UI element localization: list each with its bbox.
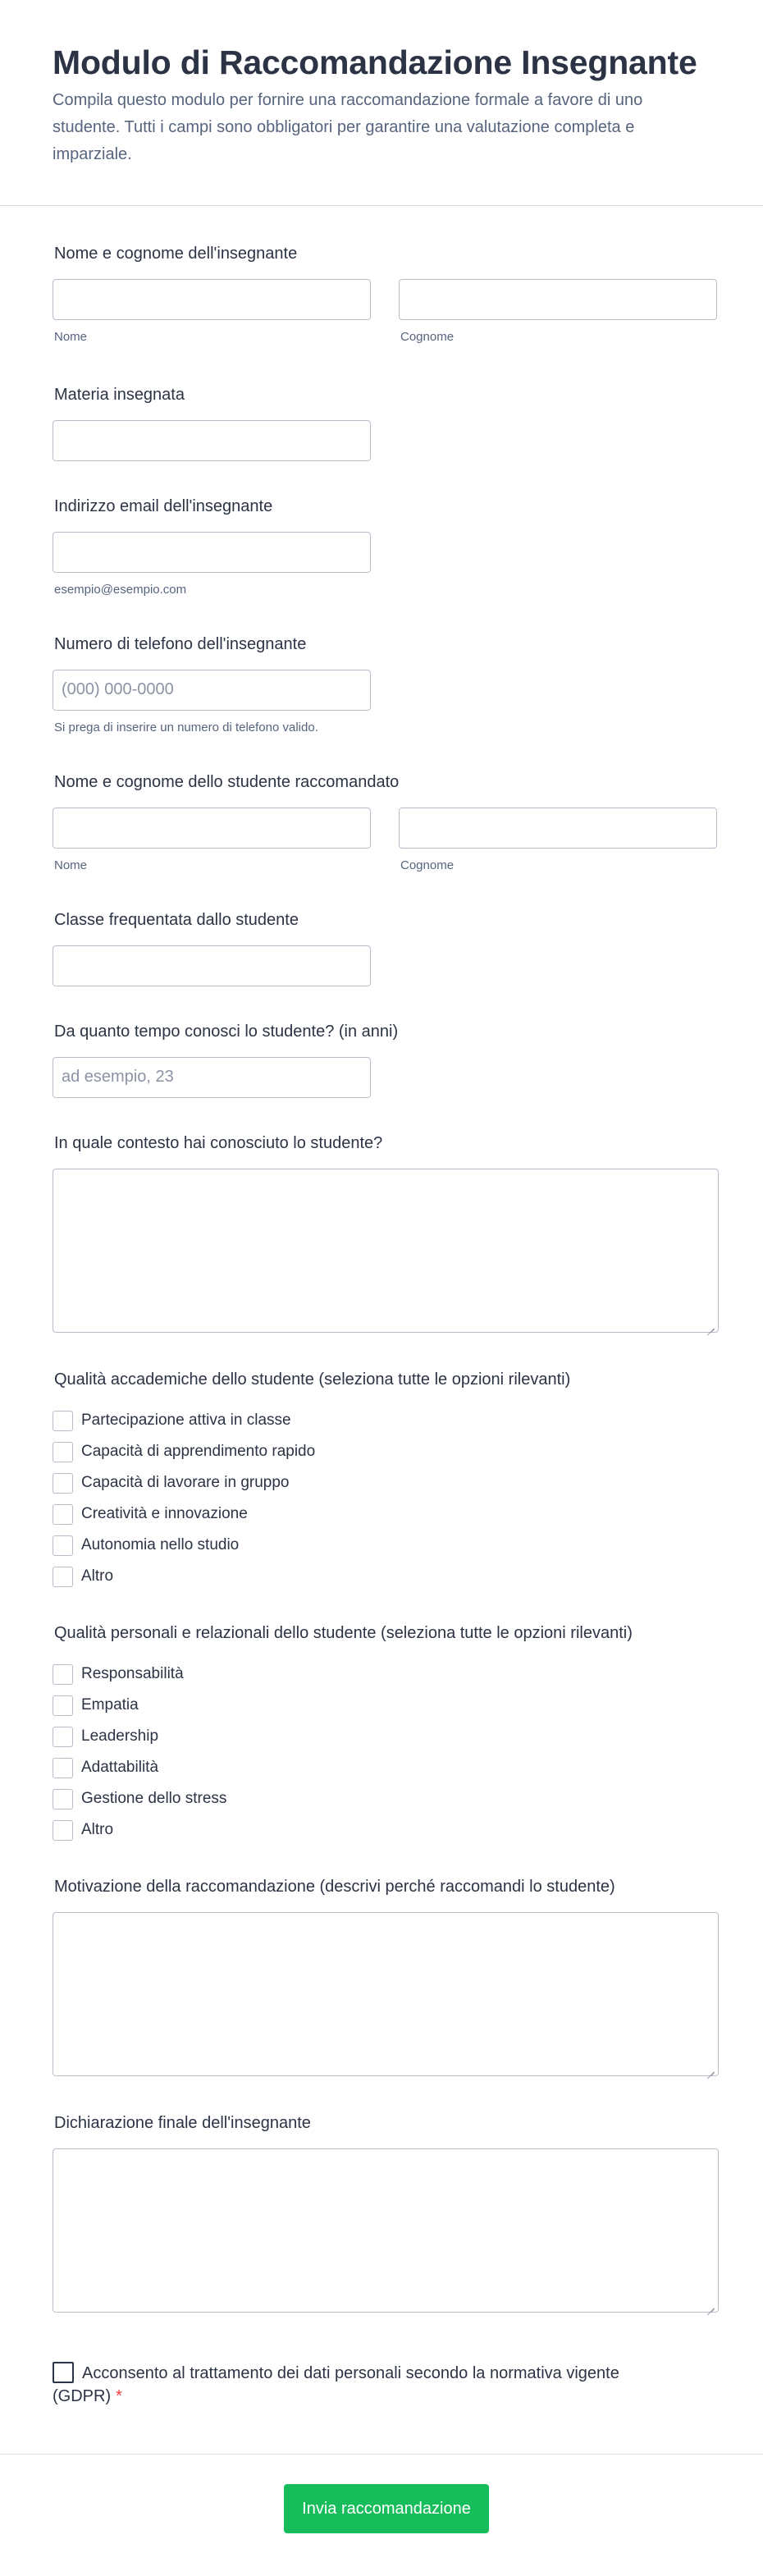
final-statement-textarea[interactable] [53,2148,719,2313]
checkbox[interactable] [53,1789,73,1810]
checkbox-label: Empatia [81,1696,139,1714]
motivation-field [53,1876,719,2076]
consent-field [53,2362,676,2408]
checkbox[interactable] [53,1758,73,1778]
teacher-name-label: Nome e cognome dell'insegnante [54,245,298,263]
years-known-label: Da quanto tempo conosci lo studente? (in anni) [54,1023,399,1041]
resize-grip-icon[interactable] [706,2300,715,2308]
teacher-email-sublabel: esempio@esempio.com [54,583,187,597]
context-textarea[interactable] [53,1169,719,1333]
student-class-label: Classe frequentata dallo studente [54,911,299,929]
teacher-email-field [53,496,719,597]
years-known-input[interactable]: ad esempio, 23 [53,1057,371,1098]
checkbox-option[interactable] [53,1752,719,1783]
resize-grip-icon[interactable] [706,1320,715,1329]
checkbox-option[interactable] [53,1561,719,1592]
context-label: In quale contesto hai conosciuto lo studente? [54,1134,383,1152]
checkbox-option[interactable] [53,1783,719,1814]
checkbox[interactable] [53,1664,73,1685]
teacher-email-input[interactable] [53,532,371,573]
checkbox-option[interactable] [53,1530,719,1561]
academic-qualities-label: Qualità accademiche dello studente (seleziona tutte le opzioni rilevanti) [54,1370,571,1389]
context-field [53,1132,719,1333]
final-statement-label: Dichiarazione finale dell'insegnante [54,2114,311,2132]
academic-qualities-field [53,1369,719,1592]
checkbox-label: Partecipazione attiva in classe [81,1412,291,1429]
form-title: Modulo di Raccomandazione Insegnante [53,43,697,81]
teacher-first-name-sublabel: Nome [54,330,88,344]
checkbox[interactable] [53,1535,73,1556]
teacher-first-name-input[interactable] [53,279,371,320]
teacher-phone-field [53,634,719,735]
consent-checkbox[interactable] [53,2362,74,2383]
motivation-textarea[interactable] [53,1912,719,2076]
checkbox-option[interactable] [53,1467,719,1498]
teacher-phone-label: Numero di telefono dell'insegnante [54,635,307,653]
checkbox-label: Creatività e innovazione [81,1505,248,1522]
checkbox-option[interactable] [53,1498,719,1530]
teacher-last-name-sublabel: Cognome [400,330,455,344]
academic-qualities-options [53,1405,719,1592]
form-header [0,0,763,206]
student-first-name-input[interactable] [53,808,371,849]
checkbox-label: Capacità di lavorare in gruppo [81,1474,290,1491]
checkbox-option[interactable] [53,1436,719,1467]
checkbox-option[interactable] [53,1405,719,1436]
checkbox[interactable] [53,1411,73,1431]
checkbox-label: Altro [81,1567,114,1585]
checkbox-label: Gestione dello stress [81,1790,227,1807]
checkbox[interactable] [53,1727,73,1747]
teacher-last-name-input[interactable] [399,279,717,320]
checkbox-option[interactable] [53,1721,719,1752]
checkbox[interactable] [53,1567,73,1587]
teacher-phone-input[interactable]: (000) 000-0000 [53,670,371,711]
subject-label: Materia insegnata [54,386,185,404]
personal-qualities-field [53,1622,719,1846]
checkbox-label: Autonomia nello studio [81,1536,240,1553]
checkbox-label: Responsabilità [81,1665,184,1682]
subject-field [53,384,719,461]
years-known-field [53,1021,719,1098]
subject-input[interactable] [53,420,371,461]
checkbox-label: Capacità di apprendimento rapido [81,1443,316,1460]
personal-qualities-label: Qualità personali e relazionali dello studente (seleziona tutte le opzioni rilevanti) [54,1624,633,1642]
checkbox[interactable] [53,1473,73,1494]
motivation-label: Motivazione della raccomandazione (descrivi perché raccomandi lo studente) [54,1878,615,1896]
checkbox-label: Leadership [81,1727,159,1745]
student-name-label: Nome e cognome dello studente raccomandato [54,773,400,791]
checkbox[interactable] [53,1695,73,1716]
checkbox-label: Altro [81,1821,114,1838]
student-last-name-sublabel: Cognome [400,858,455,872]
form-description: Compila questo modulo per fornire una raccomandazione formale a favore di uno studente. Tutti i campi sono obbligatori per garantire una valutazione completa e imparziale. [53,91,643,163]
form-footer [0,2454,763,2576]
student-last-name-input[interactable] [399,808,717,849]
personal-qualities-options [53,1659,719,1846]
checkbox-option[interactable] [53,1814,719,1846]
checkbox[interactable] [53,1442,73,1462]
student-name-field [53,771,719,873]
student-class-field [53,909,719,986]
student-first-name-sublabel: Nome [54,858,88,872]
consent-label: Acconsento al trattamento dei dati personali secondo la normativa vigente (GDPR) [53,2364,619,2405]
required-asterisk: * [116,2387,122,2405]
checkbox[interactable] [53,1820,73,1841]
teacher-phone-sublabel: Si prega di inserire un numero di telefono valido. [54,721,318,734]
checkbox-label: Adattabilità [81,1759,159,1776]
checkbox[interactable] [53,1504,73,1525]
resize-grip-icon[interactable] [706,2064,715,2072]
submit-button[interactable]: Invia raccomandazione [284,2484,489,2533]
student-class-input[interactable] [53,945,371,986]
checkbox-option[interactable] [53,1659,719,1690]
final-statement-field [53,2112,719,2313]
checkbox-option[interactable] [53,1690,719,1721]
teacher-email-label: Indirizzo email dell'insegnante [54,497,273,515]
teacher-name-field [53,243,719,345]
